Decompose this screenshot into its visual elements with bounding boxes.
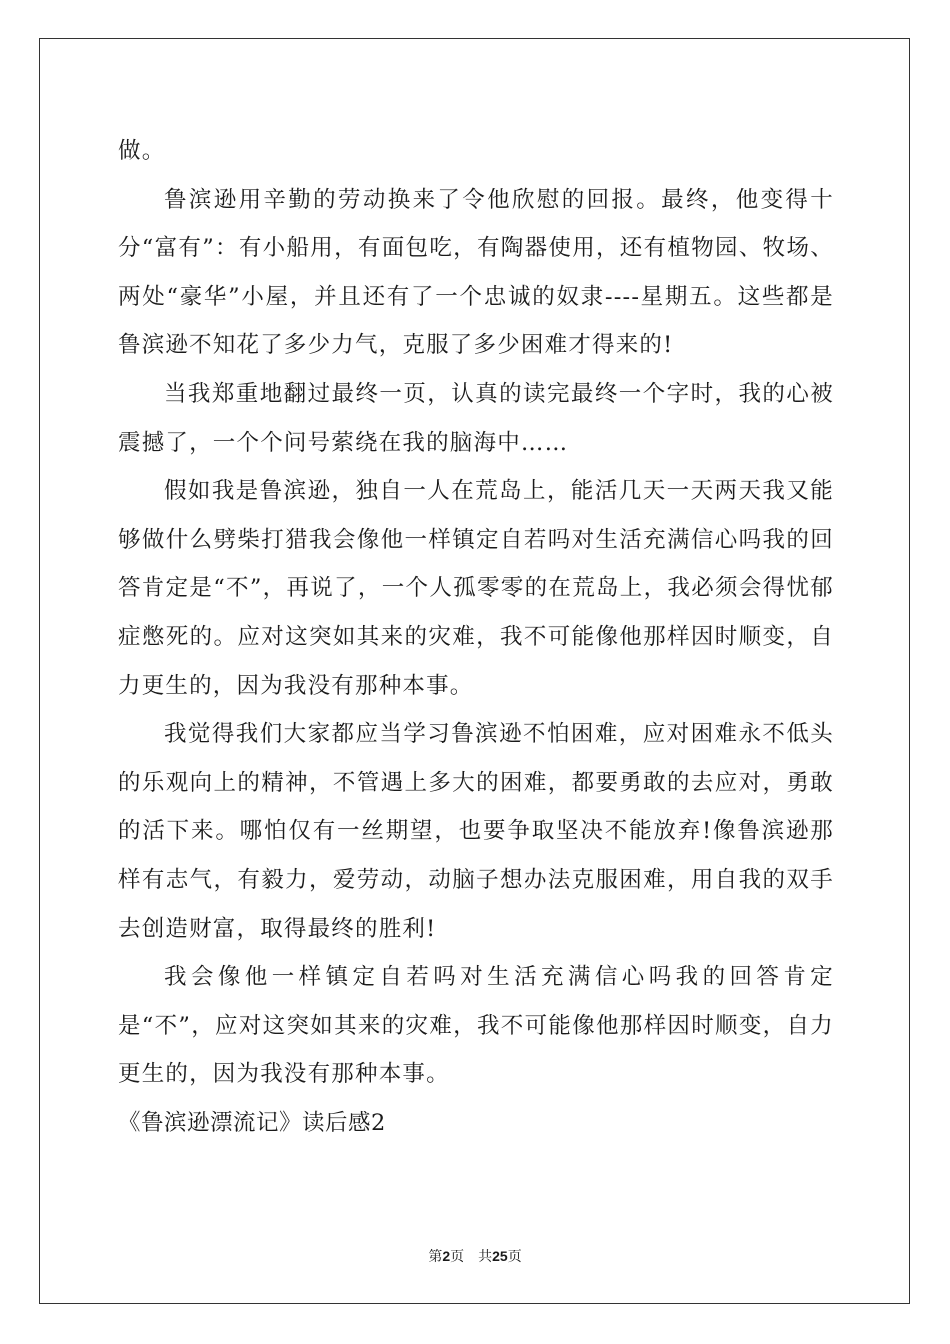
section-heading: 《鲁滨逊漂流记》读后感2 — [118, 1109, 386, 1136]
paragraph-5: 我觉得我们大家都应当学习鲁滨逊不怕困难，应对困难永不低头的乐观向上的精神，不管遇上多大的困难，都要勇敢的去应对，勇敢的活下来。哪怕仅有一丝期望，也要争取坚决不能放弃!像鲁滨逊那样有志气，有毅力，爱劳动，动脑子想办法克服困难，用自我的双手去创造财富，取得最终的胜利! — [118, 721, 834, 942]
total-page-count: 25 — [492, 1248, 508, 1264]
footer-prefix: 第 — [428, 1249, 443, 1265]
footer-total-suffix: 页 — [507, 1249, 522, 1265]
paragraph-4: 假如我是鲁滨逊，独自一人在荒岛上，能活几天一天两天我又能够做什么劈柴打猎我会像他一样镇定自若吗对生活充满信心吗我的回答肯定是“不”，再说了，一个人孤零零的在荒岛上，我必须会得忧郁症憋死的。应对这突如其来的灾难，我不可能像他那样因时顺变，自力更生的，因为我没有那种本事。 — [118, 478, 834, 699]
paragraph-6: 我会像他一样镇定自若吗对生活充满信心吗我的回答肯定是“不”，应对这突如其来的灾难，我不可能像他那样因时顺变，自力更生的，因为我没有那种本事。 — [118, 964, 834, 1088]
paragraph-2: 鲁滨逊用辛勤的劳动换来了令他欣慰的回报。最终，他变得十分“富有”：有小船用，有面包吃，有陶器使用，还有植物园、牧场、两处“豪华”小屋，并且还有了一个忠诚的奴隶----星期五。这些都是鲁滨逊不知花了多少力气，克服了多少困难才得来的! — [118, 186, 834, 359]
page-footer — [0, 1246, 950, 1266]
paragraph-3: 当我郑重地翻过最终一页，认真的读完最终一个字时，我的心被震撼了，一个个问号萦绕在我的脑海中…… — [118, 380, 834, 456]
footer-total-prefix: 共 — [478, 1249, 493, 1265]
paragraph-1: 做。 — [118, 138, 166, 164]
footer-page-suffix: 页 — [450, 1249, 465, 1265]
document-body — [118, 127, 834, 1147]
current-page-number: 2 — [442, 1248, 451, 1264]
